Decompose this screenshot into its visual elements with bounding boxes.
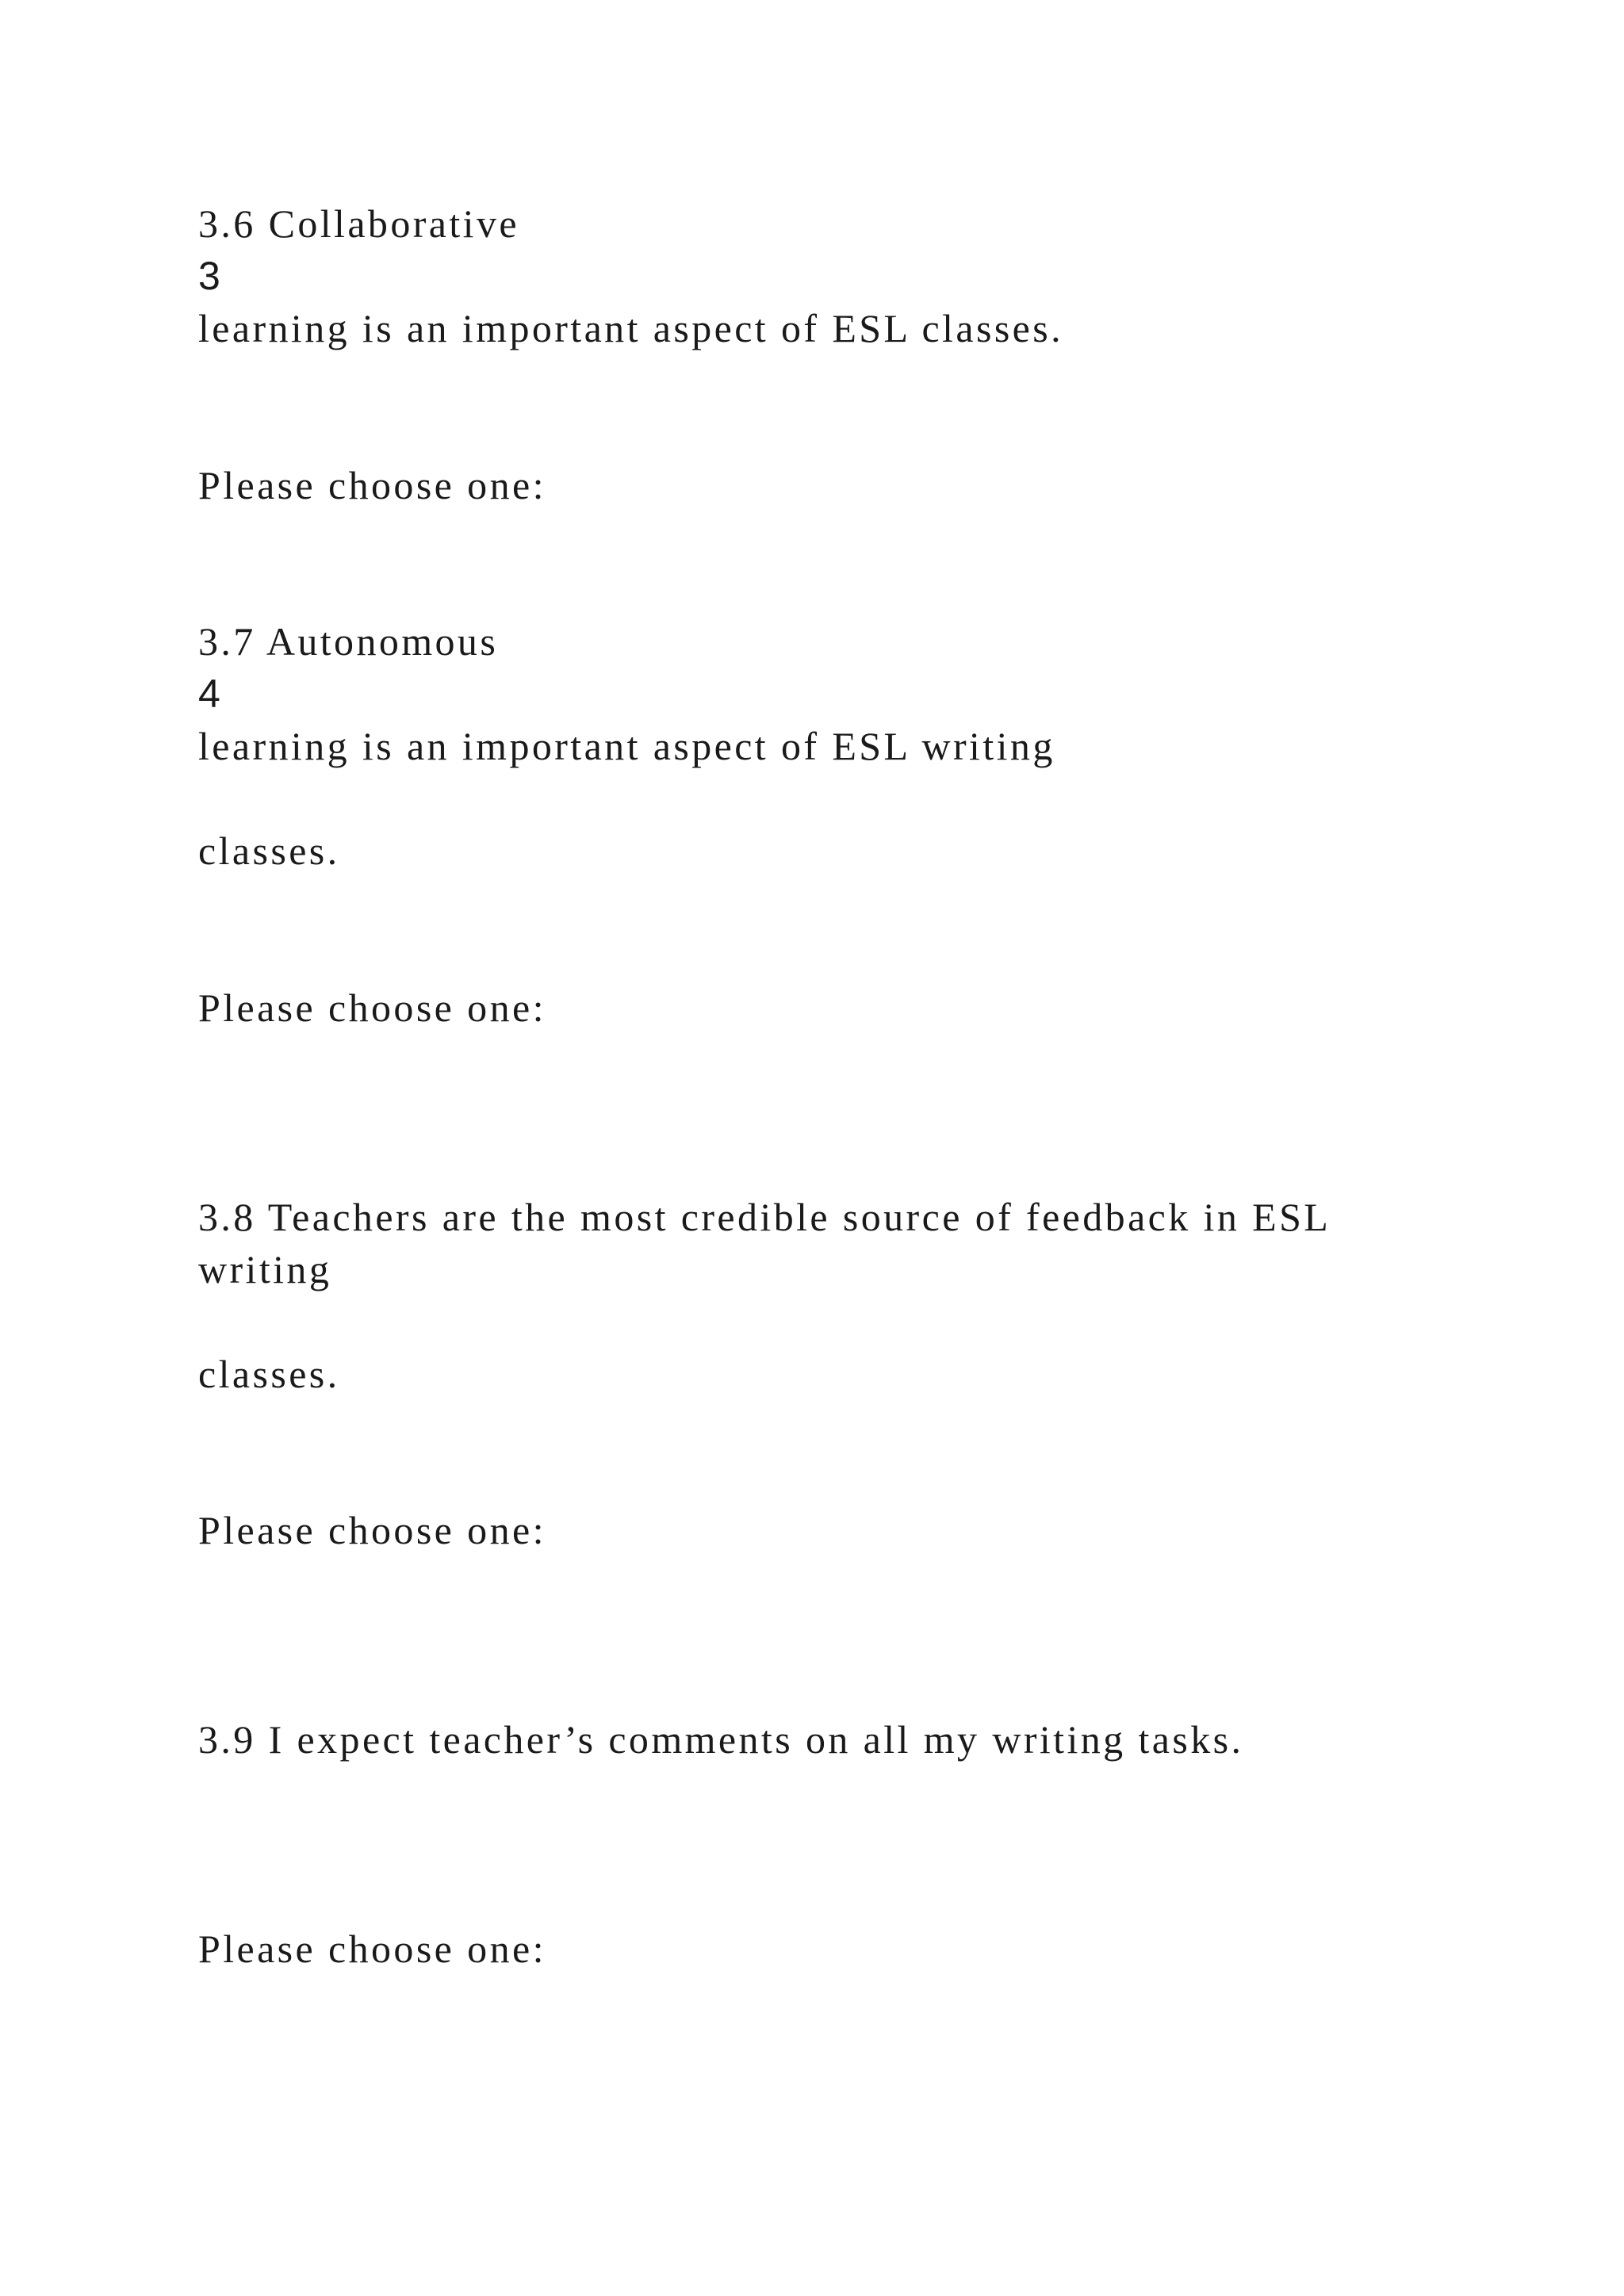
question-3-9-heading: 3.9 I expect teacher’s comments on all my writing tasks.	[198, 1717, 1244, 1762]
footnote-number: 3	[198, 254, 220, 298]
question-3-8-prompt: Please choose one:	[198, 1508, 546, 1552]
footnote-number: 4	[198, 672, 220, 716]
question-3-7-heading: 3.7 Autonomous	[198, 619, 499, 664]
question-3-6-heading: 3.6 Collaborative	[198, 201, 519, 246]
question-3-9-prompt: Please choose one:	[198, 1927, 546, 1971]
question-3-7-prompt: Please choose one:	[198, 985, 546, 1030]
question-3-8-tail: classes.	[198, 1352, 340, 1396]
question-3-6-prompt: Please choose one:	[198, 463, 546, 507]
question-3-8-heading: 3.8 Teachers are the most credible source of feedback in ESL	[198, 1195, 1331, 1239]
question-3-6-continuation: learning is an important aspect of ESL classes.	[198, 306, 1064, 350]
question-3-7-continuation: learning is an important aspect of ESL writing	[198, 724, 1055, 768]
question-3-8-continuation: writing	[198, 1247, 332, 1292]
question-3-7-tail: classes.	[198, 828, 340, 873]
